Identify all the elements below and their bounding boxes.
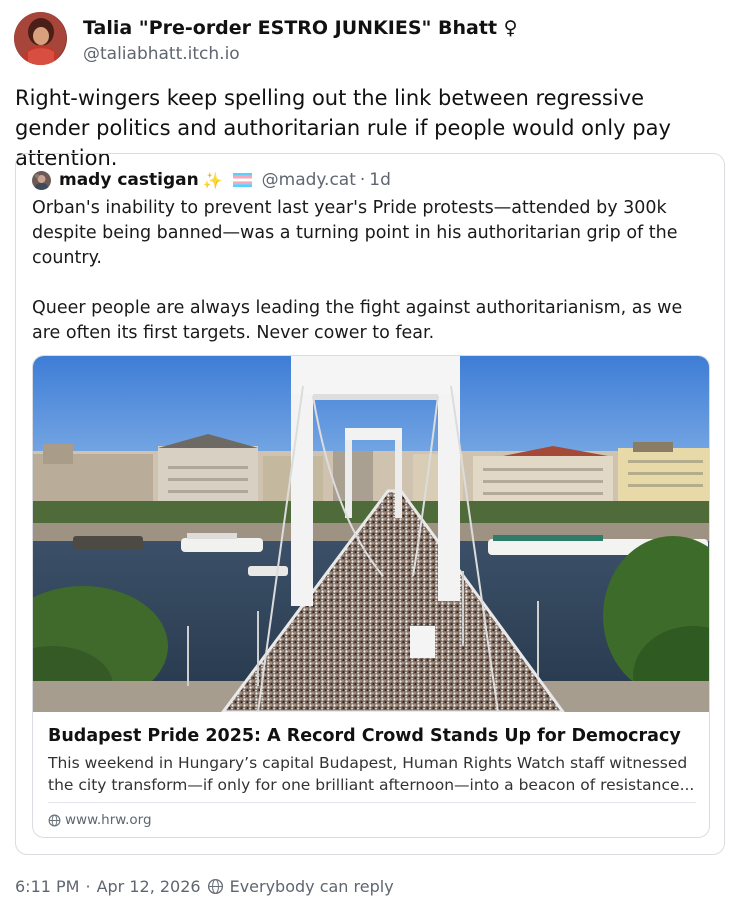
post-time[interactable]: 6:11 PM bbox=[15, 876, 80, 896]
sparkle-icon: ✨ bbox=[202, 170, 223, 190]
female-symbol-icon: ♀ bbox=[503, 17, 518, 39]
link-preview-card[interactable] bbox=[32, 355, 710, 838]
link-preview-image bbox=[33, 356, 710, 712]
link-domain-text: www.hrw.org bbox=[65, 812, 152, 828]
quoted-post[interactable] bbox=[15, 153, 725, 855]
globe-icon bbox=[48, 814, 61, 827]
quoted-post-header bbox=[32, 168, 391, 192]
quoted-post-time[interactable]: 1d bbox=[369, 170, 391, 190]
post-date[interactable]: Apr 12, 2026 bbox=[96, 876, 201, 896]
quoted-paragraph-2: Queer people are always leading the fight against authoritarianism, as we are often its first targets. Never cower to fear. bbox=[32, 298, 683, 343]
link-description: This weekend in Hungary’s capital Budapest, Human Rights Watch staff witnessed the city transform—if only for one brilliant afternoon—into a beacon of resistance... bbox=[48, 754, 695, 794]
link-divider bbox=[48, 802, 696, 803]
trans-flag-icon bbox=[233, 173, 252, 187]
post-text: Right-wingers keep spelling out the link between regressive gender politics and authoritarian rule if people would only pay attention. bbox=[15, 86, 671, 170]
separator-dot: · bbox=[359, 170, 366, 190]
quoted-post-text bbox=[32, 196, 702, 346]
quoted-author-name[interactable]: mady castigan bbox=[59, 170, 199, 190]
link-domain[interactable] bbox=[48, 810, 152, 830]
author-display-name[interactable]: Talia "Pre-order ESTRO JUNKIES" Bhatt ♀ bbox=[83, 17, 518, 39]
quoted-paragraph-1: Orban's inability to prevent last year's Pride protests—attended by 300k despite being banned—was a turning point in his authoritarian grip of the country. bbox=[32, 198, 678, 268]
reply-setting-text[interactable]: Everybody can reply bbox=[229, 876, 394, 896]
post-author bbox=[14, 12, 518, 68]
post-meta bbox=[15, 874, 394, 898]
separator-dot: · bbox=[85, 876, 91, 896]
author-avatar[interactable] bbox=[14, 12, 67, 65]
reply-permission-icon bbox=[207, 878, 224, 895]
quoted-author-handle[interactable]: @mady.cat bbox=[261, 170, 356, 190]
link-title[interactable]: Budapest Pride 2025: A Record Crowd Stands Up for Democracy bbox=[48, 726, 681, 746]
quoted-author-avatar[interactable] bbox=[32, 171, 51, 190]
author-handle[interactable]: @taliabhatt.itch.io bbox=[83, 44, 240, 64]
